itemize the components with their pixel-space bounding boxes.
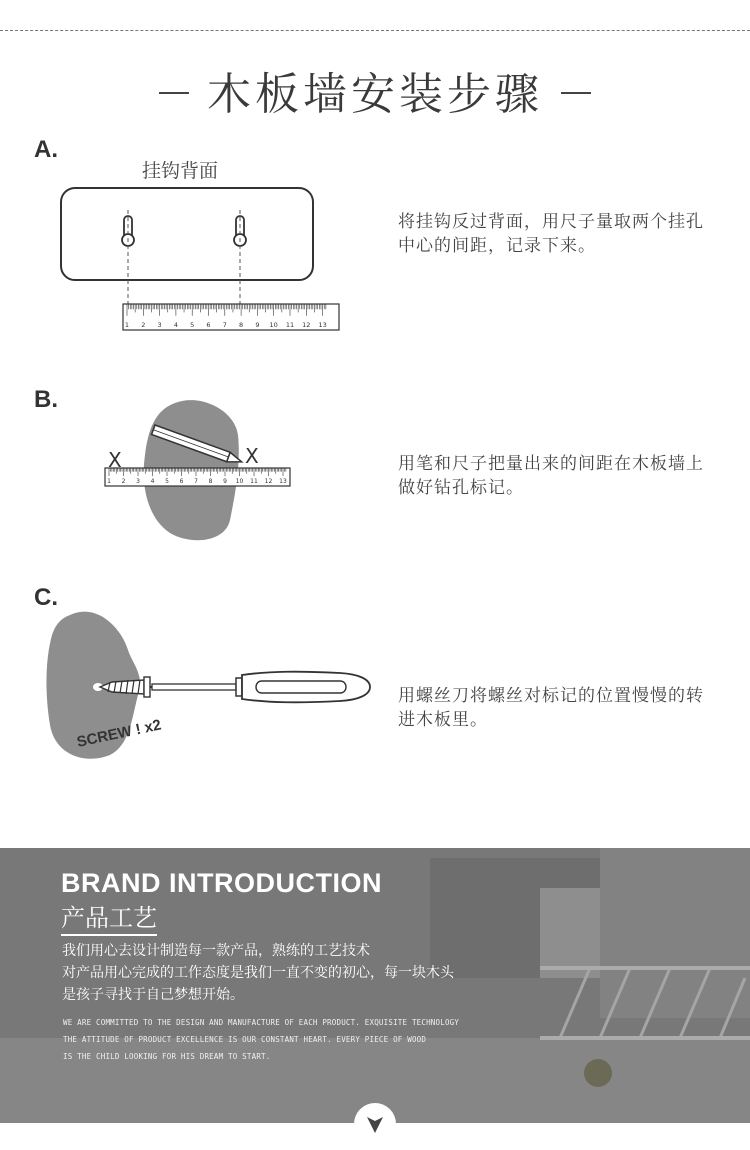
- ruler-tick-label: 6: [206, 321, 211, 329]
- brand-introduction-section: [0, 848, 750, 1123]
- ruler-tick-label: 3: [157, 321, 162, 329]
- mark-x-right: X: [245, 444, 259, 468]
- screwdriver-illustration: [40, 605, 380, 770]
- brand-cn-line: 是孩子寻找于自己梦想开始。: [62, 987, 244, 1003]
- ruler-tick-label: 12: [264, 478, 273, 485]
- chevron-down-icon: [364, 1113, 386, 1135]
- hook-back-illustration: [55, 180, 345, 335]
- ruler-tick-label: 8: [239, 321, 244, 329]
- ruler-tick-label: 7: [222, 321, 227, 329]
- step-b-description: 用笔和尺子把量出来的间距在木板墙上做好钻孔标记。: [398, 454, 704, 498]
- ruler-tick-label: 10: [269, 321, 278, 329]
- brand-en-line: WE ARE COMMITTED TO THE DESIGN AND MANUFACTURE OF EACH PRODUCT. EXQUISITE TECHNOLOGY: [63, 1018, 460, 1027]
- ruler-tick-label: 12: [302, 321, 311, 329]
- screw-count-label: SCREW ! x2: [75, 716, 163, 751]
- step-b-letter: B.: [34, 386, 58, 413]
- ruler-tick-label: 11: [285, 321, 295, 329]
- page-title-row: [0, 60, 750, 120]
- brand-cn-text: [62, 940, 522, 1006]
- brand-en-text: [63, 1014, 523, 1065]
- scroll-down-button[interactable]: [354, 1103, 396, 1145]
- ruler-tick-label: 6: [179, 478, 184, 485]
- step-a-letter: A.: [34, 136, 58, 163]
- step-c-description: 用螺丝刀将螺丝对标记的位置慢慢的转进木板里。: [398, 686, 704, 730]
- brand-cn-line: 对产品用心完成的工作态度是我们一直不变的初心，每一块木头: [62, 965, 454, 981]
- step-c-letter: C.: [34, 584, 58, 611]
- brand-en-line: IS THE CHILD LOOKING FOR HIS DREAM TO START.: [63, 1052, 271, 1061]
- ruler-tick-label: 5: [165, 478, 169, 485]
- step-a-caption: 挂钩背面: [142, 160, 219, 182]
- step-a-description: 将挂钩反过背面，用尺子量取两个挂孔中心的间距，记录下来。: [398, 212, 704, 256]
- page-title: 木板墙安装步骤: [207, 69, 543, 120]
- marking-illustration: [100, 395, 300, 545]
- ruler-tick-label: 8: [208, 478, 213, 485]
- ruler-tick-label: 7: [194, 478, 198, 485]
- ruler-tick-label: 13: [279, 478, 287, 485]
- ruler-tick-label: 3: [136, 478, 140, 485]
- ruler-tick-label: 4: [173, 321, 178, 329]
- brand-subtitle: 产品工艺: [61, 898, 157, 936]
- screwdriver-icon: [150, 672, 370, 703]
- ruler-tick-label: 2: [121, 478, 126, 485]
- brand-cn-line: 我们用心去设计制造每一款产品，熟练的工艺技术: [62, 943, 370, 959]
- brand-title: BRAND INTRODUCTION: [61, 868, 382, 898]
- ruler-tick-label: 2: [141, 321, 146, 329]
- mark-x-left: X: [108, 448, 122, 472]
- brand-en-line: THE ATTITUDE OF PRODUCT EXCELLENCE IS OUR CONSTANT HEART. EVERY PIECE OF WOOD: [63, 1035, 427, 1044]
- title-right-line: [561, 92, 591, 94]
- ruler-tick-label: 1: [107, 478, 111, 485]
- ruler-tick-label: 13: [318, 321, 327, 329]
- top-dashed-divider: [0, 30, 750, 31]
- title-left-line: [159, 92, 189, 94]
- ruler-tick-label: 11: [250, 478, 258, 485]
- ruler-tick-label: 1: [124, 321, 130, 329]
- ruler-tick-label: 9: [255, 321, 260, 329]
- ruler-tick-label: 10: [235, 478, 244, 485]
- ruler-tick-label: 9: [223, 478, 227, 485]
- ruler-tick-label: 5: [190, 321, 195, 329]
- ruler-tick-label: 4: [150, 478, 155, 485]
